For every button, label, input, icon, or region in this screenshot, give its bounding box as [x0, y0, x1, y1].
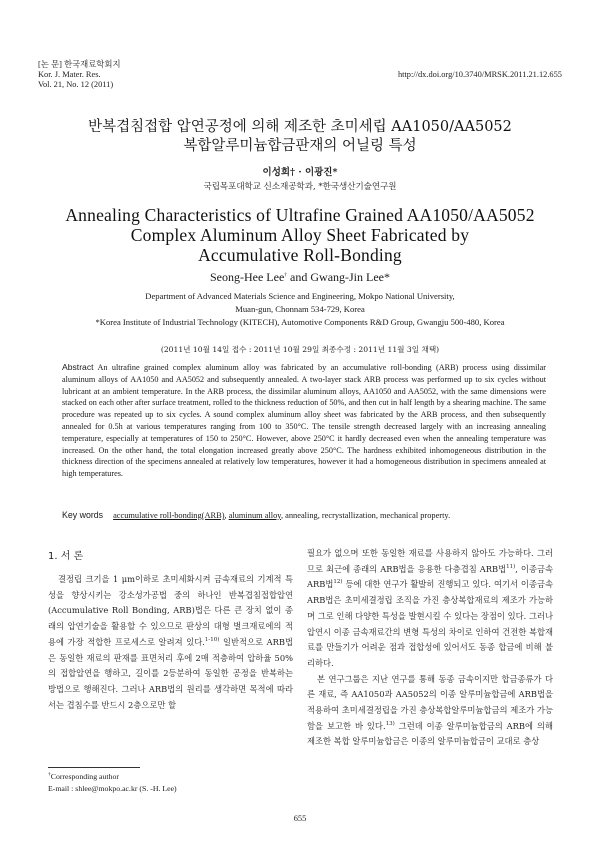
footnote-label: Corresponding author	[50, 772, 119, 781]
citation-1-10: 1-10)	[204, 637, 220, 644]
citation-13: 13)	[385, 720, 395, 727]
corresponding-dagger: †	[284, 272, 288, 278]
paragraph-3	[307, 672, 553, 751]
paragraph-2-text-a: 필요가 없으며 또한 동일한 재료를 사용하지 않아도 가능하다. 그러므로 최근에 종래의 ARB법을 응용한 다층겹침 ARB법	[307, 548, 553, 574]
footnote-corresponding	[48, 771, 119, 782]
paragraph-1	[48, 572, 293, 713]
paragraph-2-text-b: , 이종금속 ARB법	[307, 563, 553, 590]
citation-11: 11)	[506, 563, 516, 570]
footnote-email: E-mail : shlee@mokpo.ac.kr (S. -H. Lee)	[48, 784, 177, 793]
affiliation-en-line3: *Korea Institute of Industrial Technology (KITECH), Automotive Components R&D Group, Gwangju 500-480, Korea	[95, 317, 505, 327]
journal-name-en: Kor. J. Mater. Res.	[38, 70, 101, 79]
abstract-label: Abstract	[62, 362, 94, 372]
authors-en	[0, 270, 600, 285]
author-2: Gwang-Jin Lee*	[310, 270, 390, 284]
title-en-line1: Annealing Characteristics of Ultrafine Grained AA1050/AA5052	[65, 205, 535, 225]
authors-ko: 이성희† · 이광진*	[262, 167, 338, 178]
doi-link[interactable]: http://dx.doi.org/10.3740/MRSK.2011.21.12.655	[397, 70, 562, 79]
keyword-arb[interactable]: accumulative roll-bonding(ARB)	[113, 511, 225, 520]
abstract-text: An ultrafine grained complex aluminum alloy was fabricated by an accumulative roll-bonding (ARB) process using dissimilar aluminum alloys of AA1050 and AA5052 and subsequently annealed. A two-layer stack ARB process was performed up to six cycles without lubricant at an ambient temperature. In the ARB process, the dissimilar aluminum alloys, AA1050 and AA5052, with the same dimensions were stacked on each other after surface treatment, rolled to the thickness reduction of 50%, and then cut in half length by a shearing machine. The same procedure was repeated up to six cycles. A sound complex aluminum alloy sheet was fabricated by the ARB process, and then subsequently annealed for 0.5h at various temperatures ranging from 100 to 350°C. The tensile strength decreased largely with an increasing annealing temperature, especially at temperatures of 150 to 250°C. However, above 250°C it hardly decreased even when the annealing temperature was increased. On the other hand, the total elongation increased greatly above 250°C. The hardness exhibited inhomogeneous distribution in the thickness direction of the specimens annealed at relatively low temperatures, however it had a homogeneous distribution in specimens annealed at high temperatures.	[62, 363, 546, 479]
author-1: Seong-Hee Lee	[209, 270, 285, 284]
authors-and: and	[287, 270, 311, 284]
paragraph-2	[307, 546, 553, 672]
affiliation-en-line1: Department of Advanced Materials Science and Engineering, Mokpo National University,	[145, 291, 455, 301]
keyword-aluminum-alloy[interactable]: aluminum alloy	[228, 511, 281, 520]
paragraph-2-text-c: 등에 대한 연구가 활발히 진행되고 있다. 여기서 이종금속ARB법은 초미세결정립 조직을 가진 층상복합재료의 제조가 가능하며 그로 인해 다양한 특성을 발현시킬 수 있다는 장점이 있다. 그러나 압연시 이종 금속재료간의 변형 특성의 차이로 인하여 건전한 복합재료를 만들기가 어려운 점과 접합성에 있어서도 동종 합금에 비해 불리하다.	[307, 579, 553, 668]
paragraph-3-text-b: 그런데 이종 알루미늄합금의 ARB에 의해 제조한 복합 알루미늄합금은 이종의 알루미늄합금이 교대로 층상	[307, 720, 553, 747]
title-en-line2: Complex Aluminum Alloy Sheet Fabricated by	[130, 225, 470, 245]
journal-name-ko: [논 문] 한국재료학회지	[38, 60, 121, 69]
paragraph-1-text-b: 일반적으로 ARB법은 동일한 재료의 판재를 표면처리 후에 2매 적층하여 압하율 50%의 접합압연을 행하고, 길이를 2등분하여 동일한 공정을 반복하는 방법으로 행해진다. 그러나 ARB법의 원리를 생각하면 목적에 따라서는 겹침수를 반드시 2층으로만 할	[48, 636, 294, 710]
journal-volume: Vol. 21, No. 12 (2011)	[38, 80, 114, 89]
title-ko-line2: 복합알루미늄합금판재의 어닐링 특성	[183, 138, 417, 154]
keywords	[62, 510, 546, 520]
submission-dates: (2011년 10월 14일 접수 : 2011년 10월 29일 최종수정 : 2011년 11월 3일 채택)	[160, 345, 440, 354]
title-ko-line1: 반복겹침접합 압연공정에 의해 제조한 초미세립 AA1050/AA5052	[88, 119, 512, 135]
paragraph-3-text-a: 본 연구그룹은 지난 연구를 통해 동종 금속이지만 합금종류가 다른 재료, 즉 AA1050과 AA5052의 이종 알루미늄합금에 ARB법을 적용하여 초미세결정립을 가진 층상복합알루미늄합금의 제조가 가능함을 보고한 바 있다.	[307, 673, 553, 731]
citation-12: 12)	[333, 579, 343, 586]
title-en-line3: Accumulative Roll-Bonding	[198, 245, 402, 265]
abstract	[62, 362, 546, 480]
paragraph-1-text-a: 결정립 크기을 1 μm이하로 초미세화시켜 금속재료의 기계적 특성을 향상시키는 강소성가공법 중의 하나인 반복겹침접합압연(Accumulative Roll Bonding, ARB)법은 다른 큰 장치 없이 종래의 압연기술을 활용할 수 있으므로 판상의 대형 벌크재료에의 적용에 가장 적합한 프로세스로 알려져 있다.	[48, 574, 293, 647]
section-1-heading: 1. 서 론	[48, 551, 84, 562]
keywords-rest: , annealing, recrystallization, mechanical property.	[280, 511, 451, 520]
right-column	[307, 546, 553, 750]
keyword-separator: ,	[224, 511, 229, 520]
affiliation-ko: 국립목포대학교 신소재공학과, *한국생산기술연구원	[203, 182, 397, 192]
page-number: 655	[293, 814, 307, 823]
footnote-rule	[48, 767, 140, 768]
keywords-label: Key words	[62, 510, 104, 520]
footnote-dagger: †	[48, 771, 51, 778]
affiliation-en-line2: Muan-gun, Chonnam 534-729, Korea	[235, 304, 365, 314]
left-column	[48, 572, 293, 713]
